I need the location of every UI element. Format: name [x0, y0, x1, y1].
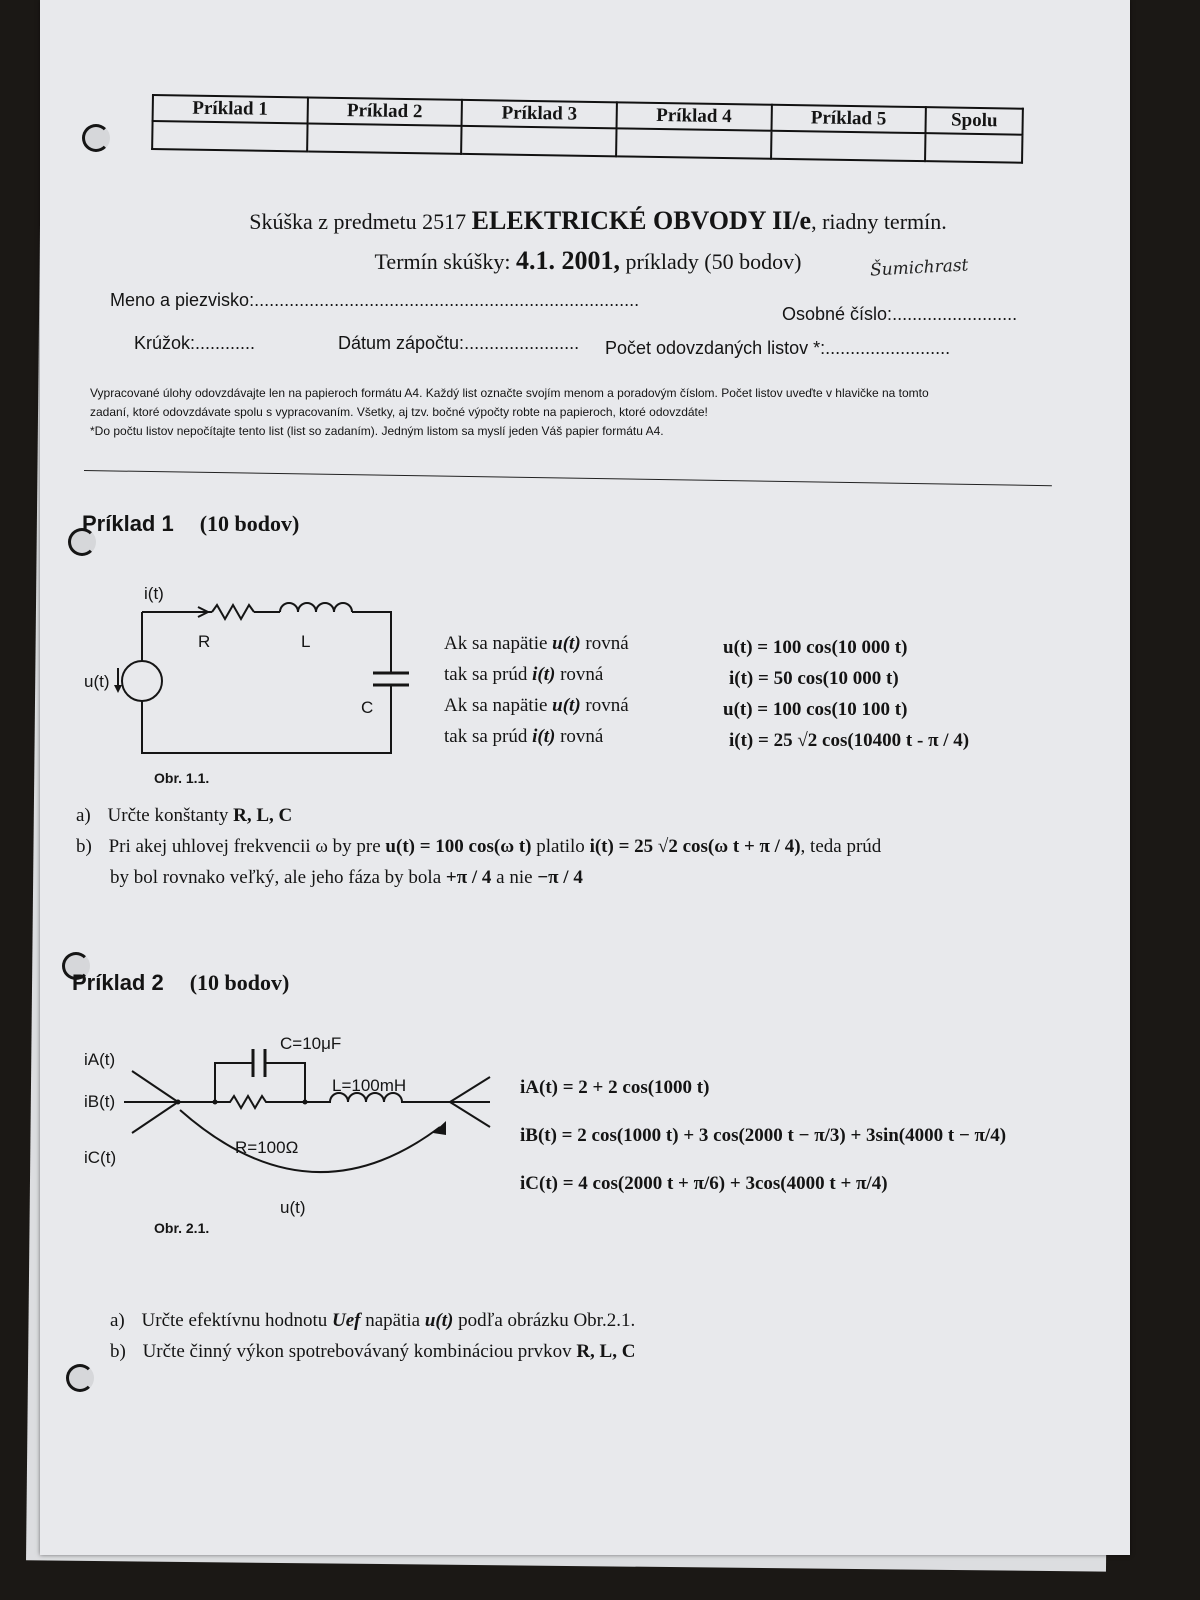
term-label: Termín skúšky:: [374, 249, 511, 274]
figure-caption-1: Obr. 1.1.: [154, 770, 210, 786]
instruction-line: *Do počtu listov nepočítajte tento list (list so zadaním). Jedným listom sa myslí jeden Váš papier formátu A4.: [90, 424, 664, 438]
problem1-points: (10 bodov): [199, 511, 300, 536]
figure-caption-2: Obr. 2.1.: [154, 1220, 210, 1236]
question-b: b) Pri akej uhlovej frekvencii ω by pre u(t) = 100 cos(ω t) platilo i(t) = 25 √2 cos(ω t + π / 4), teda prúd: [76, 836, 882, 857]
circle-dots: ............: [195, 333, 256, 353]
instruction-line: Vypracované úlohy odovzdávajte len na papieroch formátu A4. Každý list označte svojím menom a poradovým číslom. Počet listov uveďte v hlavičke na tomto: [90, 386, 929, 400]
question-b-continued: by bol rovnako veľký, ale jeho fáza by bola +π / 4 a nie −π / 4: [110, 867, 583, 888]
c-label: C: [361, 698, 374, 717]
problem1-conditions: [444, 628, 629, 752]
voltage-label: u(t): [84, 672, 110, 691]
score-header-priklad-4: Príklad 4: [616, 102, 771, 130]
question-a: a) Určte konštanty R, L, C: [76, 805, 293, 826]
voltage-source-icon: [122, 661, 162, 701]
inductor-l-icon: [280, 603, 352, 612]
problem2-questions: [110, 1305, 635, 1367]
problem1-equations: [723, 632, 969, 756]
equation-ia: iA(t) = 2 + 2 cos(1000 t): [520, 1077, 710, 1098]
personal-number-label: Osobné číslo:: [782, 304, 893, 324]
score-header-priklad-5: Príklad 5: [771, 105, 926, 133]
credit-date-dots: .......................: [464, 333, 580, 353]
l-value-label: L=100mH: [332, 1076, 407, 1095]
credit-date-label: Dátum zápočtu:: [338, 333, 465, 353]
l-label: L: [301, 632, 311, 651]
equation-i2: i(t) = 25 √2 cos(10400 t - π / 4): [729, 730, 970, 751]
exam-term: [188, 246, 988, 276]
handwritten-note: Šumichrast: [869, 255, 969, 281]
question-2b: b) Určte činný výkon spotrebovávaný kombináciou prvkov R, L, C: [110, 1341, 636, 1362]
sheets-count-label: Počet odovzdaných listov *:: [605, 338, 826, 358]
exam-sheet: [40, 0, 1130, 1555]
exam-title: [188, 206, 1008, 236]
title-suffix: , riadny termín.: [811, 209, 947, 234]
score-cell: [461, 126, 616, 156]
personal-number-dots: .........................: [892, 304, 1018, 324]
score-header-priklad-2: Príklad 2: [307, 97, 462, 125]
score-header-priklad-3: Príklad 3: [462, 100, 617, 128]
course-name: ELEKTRICKÉ OBVODY II/e: [471, 206, 812, 235]
condition-row: tak sa prúd i(t) rovná: [444, 664, 604, 685]
problem2-heading: [72, 970, 289, 996]
equation-i1: i(t) = 50 cos(10 000 t): [729, 668, 899, 689]
r-label: R: [198, 632, 211, 651]
equation-ic: iC(t) = 4 cos(2000 t + π/6) + 3cos(4000 t + π/4): [520, 1173, 888, 1194]
ic-label: iC(t): [84, 1148, 117, 1167]
u-label: u(t): [280, 1198, 306, 1217]
score-cell: [307, 123, 462, 153]
equation-u1: u(t) = 100 cos(10 000 t): [723, 637, 908, 658]
problem2-points: (10 bodov): [189, 970, 290, 995]
score-header-priklad-1: Príklad 1: [153, 95, 308, 123]
score-cell: [771, 131, 926, 161]
resistor-icon: [215, 1096, 305, 1108]
term-suffix: príklady (50 bodov): [625, 249, 802, 274]
score-cell: [925, 133, 1022, 163]
instructions: [90, 384, 1070, 441]
problem1-title: Príklad 1: [82, 511, 174, 536]
problem1-questions: [76, 800, 1096, 893]
circuit-diagram-1: [80, 575, 410, 790]
wire-ia: [132, 1071, 178, 1102]
circle-field[interactable]: [134, 333, 255, 354]
equation-ib: iB(t) = 2 cos(1000 t) + 3 cos(2000 t − π/3) + 3sin(4000 t − π/4): [520, 1125, 1007, 1146]
punch-hole-icon: [82, 124, 110, 152]
condition-row: Ak sa napätie u(t) rovná: [444, 695, 629, 716]
score-table: [151, 94, 1024, 164]
name-label: Meno a piezvisko:: [110, 290, 255, 310]
problem1-heading: [82, 511, 299, 537]
ib-label: iB(t): [84, 1092, 116, 1111]
current-label: i(t): [144, 584, 164, 603]
score-cell: [616, 128, 771, 158]
condition-row: tak sa prúd i(t) rovná: [444, 726, 604, 747]
personal-number-field[interactable]: [782, 304, 1017, 325]
name-dots: .............................................................................: [254, 290, 640, 310]
equation-u2: u(t) = 100 cos(10 100 t): [723, 699, 908, 720]
title-prefix: Skúška z predmetu 2517: [249, 209, 467, 234]
capacitor-c-icon: [373, 673, 409, 685]
divider: [84, 470, 1052, 486]
circle-label: Krúžok:: [134, 333, 196, 353]
score-cell: [152, 121, 307, 151]
credit-date-field[interactable]: [338, 333, 579, 354]
score-header-spolu: Spolu: [926, 107, 1023, 135]
circuit-diagram-2: [80, 1035, 500, 1245]
punch-hole-icon: [66, 1364, 94, 1392]
wire-ic: [132, 1102, 178, 1133]
problem2-title: Príklad 2: [72, 970, 164, 995]
c-value-label: C=10μF: [280, 1035, 342, 1053]
resistor-r-icon: [212, 605, 254, 619]
r-value-label: R=100Ω: [235, 1138, 299, 1157]
capacitor-icon: [253, 1049, 265, 1077]
ia-label: iA(t): [84, 1050, 116, 1069]
term-date: 4.1. 2001,: [515, 246, 620, 275]
sheets-count-field[interactable]: [605, 338, 950, 359]
condition-row: Ak sa napätie u(t) rovná: [444, 633, 629, 654]
name-field[interactable]: [110, 290, 639, 311]
question-2a: a) Určte efektívnu hodnotu Uef napätia u(t) podľa obrázku Obr.2.1.: [110, 1310, 636, 1331]
sheets-count-dots: .........................: [825, 338, 951, 358]
problem2-equations: [520, 1064, 1006, 1208]
voltage-arrow-icon: [433, 1121, 446, 1135]
instruction-line: zadaní, ktoré odovzdávate spolu s vypracovaním. Všetky, aj tzv. bočné výpočty robte na papieroch, ktoré odovzdáte!: [90, 405, 708, 419]
voltage-arc: [180, 1110, 440, 1172]
